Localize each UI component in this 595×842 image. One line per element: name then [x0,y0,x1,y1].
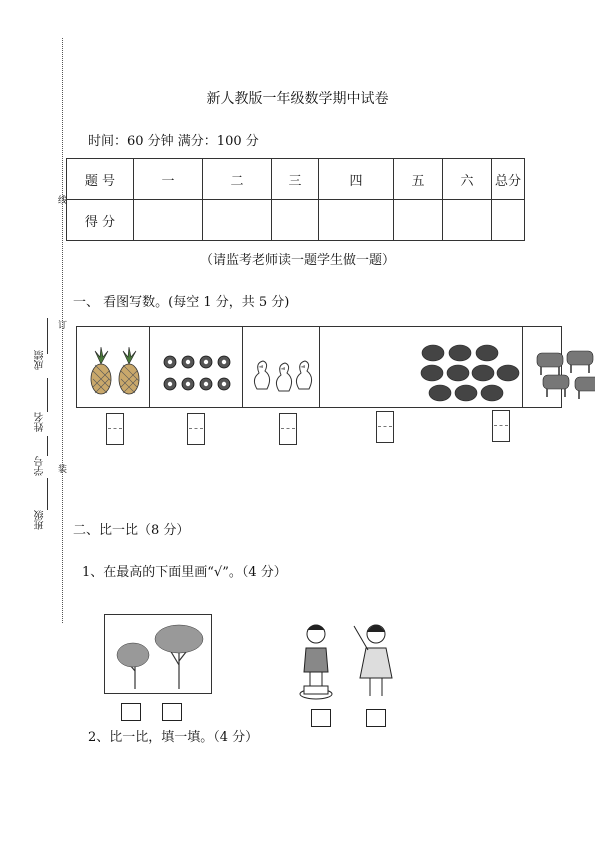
side-label-name: 姓名 [35,412,46,432]
score-blank-line [47,318,48,354]
answer-box[interactable] [492,410,510,442]
score-input-cell[interactable] [492,200,525,241]
section1-heading: 一、 看图写数。(每空 1 分，共 5 分) [73,295,290,310]
answer-box[interactable] [376,411,394,443]
page-title: 新人教版一年级数学期中试卷 [206,91,389,107]
binding-mark-xian: 线 [58,196,68,206]
side-label-score: 成绩 [35,350,46,370]
binding-mark-ding: 订 [58,321,68,331]
score-input-cell[interactable] [443,200,492,241]
picture-cell-donkeys [523,327,595,407]
header-cell: 总分 [492,159,525,200]
student-id-blank-line [47,436,48,456]
stone-icon [320,327,522,407]
side-label-class: 班级 [35,510,46,530]
score-input-cell[interactable] [319,200,394,241]
children-icon [296,612,408,704]
check-box[interactable] [162,703,182,721]
picture-cell-pineapples [77,327,150,407]
check-box[interactable] [366,709,386,727]
picture-cell-flowers [150,327,243,407]
answer-box[interactable] [106,413,124,445]
picture-cell-ducks [243,327,320,407]
score-table-score-row [67,200,525,241]
time-and-score-info: 时间：60 分钟 满分：100 分 [88,134,259,149]
score-input-cell[interactable] [272,200,319,241]
answer-box[interactable] [187,413,205,445]
duck-icon [243,327,319,407]
score-table [66,158,525,241]
name-blank-line [47,378,48,412]
score-row-label: 得 分 [67,200,134,241]
header-cell: 题 号 [67,159,134,200]
question-2: 2、比一比，填一填。（4 分） [88,730,259,745]
score-input-cell[interactable] [134,200,203,241]
pineapple-icon [77,327,149,407]
picture-row [76,326,562,408]
side-label-student-id: 学号 [35,456,46,476]
section2-heading: 二、比一比（8 分） [73,523,190,538]
header-cell: 六 [443,159,492,200]
flower-icon [150,327,242,407]
answer-box[interactable] [279,413,297,445]
check-box[interactable] [311,709,331,727]
binding-mark-zhuang: 装 [58,465,68,475]
picture-cell-stones [320,327,523,407]
header-cell: 二 [203,159,272,200]
check-box[interactable] [121,703,141,721]
score-input-cell[interactable] [394,200,443,241]
score-input-cell[interactable] [203,200,272,241]
donkey-icon [523,327,595,407]
header-cell: 三 [272,159,319,200]
class-blank-line [47,478,48,510]
header-cell: 五 [394,159,443,200]
score-table-header-row [67,159,525,200]
proctor-note: （请监考老师读一题学生做一题） [199,253,395,268]
trees-picture [104,614,212,694]
header-cell: 一 [134,159,203,200]
question-1: 1、在最高的下面里画“√”。（4 分） [82,565,287,580]
header-cell: 四 [319,159,394,200]
tree-icon [105,615,211,693]
